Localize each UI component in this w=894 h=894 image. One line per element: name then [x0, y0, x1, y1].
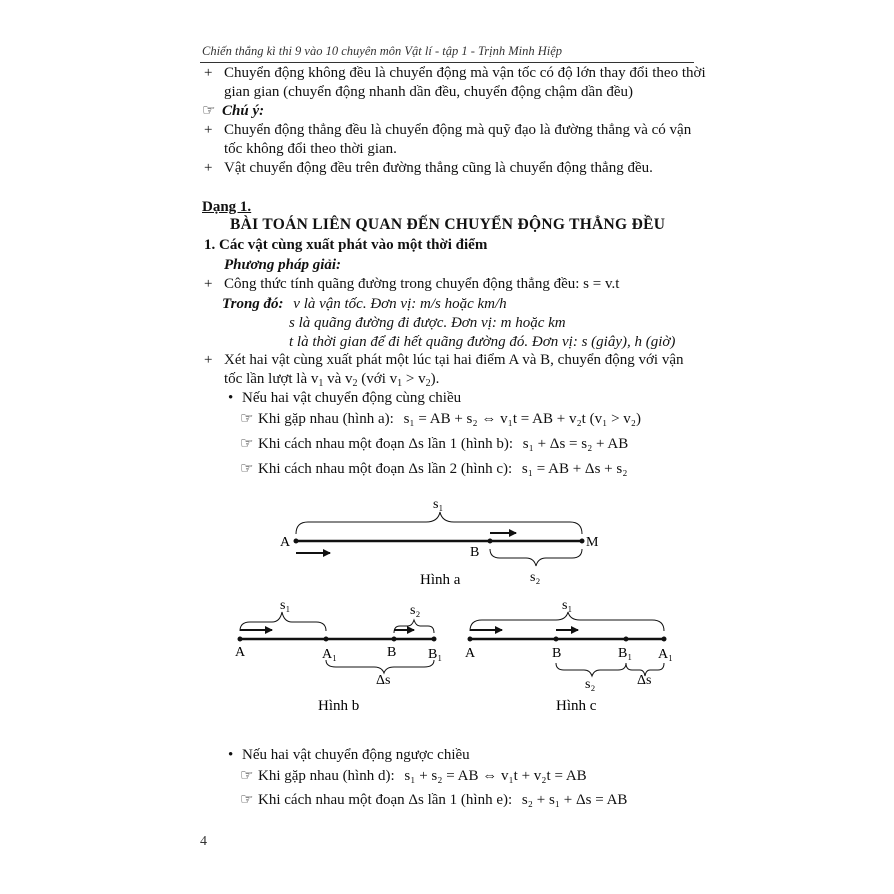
brace-s1 [240, 612, 326, 631]
pointing-hand-icon: ☞ [240, 436, 254, 452]
case-b-text: Khi cách nhau một đoạn Δs lần 1 (hình b): [258, 436, 514, 452]
case-d-formula: s₁ + s₂ = AB ⇔ v₁t + v₂t = AB [404, 768, 587, 784]
brace-s1 [296, 512, 582, 534]
case-d-line [240, 767, 587, 786]
caption-c: Hình c [556, 698, 597, 714]
figure-b [235, 598, 442, 714]
point-B [554, 637, 559, 642]
case-c-formula: s₁ = AB + Δs + s₂ [521, 461, 628, 477]
pointing-hand-icon: ☞ [240, 411, 254, 427]
point-A1 [662, 637, 667, 642]
label-A1: A₁ [322, 647, 337, 662]
sub-2: 2 [352, 378, 358, 389]
plus-marker: + [204, 160, 213, 176]
label-B: B [470, 545, 480, 560]
text-frag: và v [323, 371, 353, 387]
label-A1: A₁ [658, 647, 673, 662]
same-direction-text: Nếu hai vật chuyển động cùng chiều [242, 390, 462, 406]
subsection-title: 1. Các vật cùng xuất phát vào một thời điểm [204, 237, 488, 253]
case-c-text: Khi cách nhau một đoạn Δs lần 2 (hình c): [258, 461, 513, 477]
bullet-text: Vật chuyển động đều trên đường thẳng cũng là chuyển động thẳng đều. [224, 160, 653, 176]
label-s2: s₂ [585, 677, 596, 692]
label-A: A [235, 645, 246, 660]
caption-b: Hình b [318, 698, 360, 714]
point-B [392, 637, 397, 642]
label-ds: Δs [376, 673, 391, 688]
pointing-hand-icon: ☞ [240, 768, 254, 784]
label-B1: B₁ [618, 646, 633, 661]
brace-s2 [490, 549, 582, 566]
point-A [294, 539, 299, 544]
opposite-direction-line [228, 746, 470, 765]
where-v: v là vận tốc. Đơn vị: m/s hoặc km/h [293, 296, 507, 312]
case-e-line [240, 791, 627, 810]
point-A [238, 637, 243, 642]
bullet-uniform-cont: tốc không đổi theo thời gian. [224, 141, 397, 157]
case-d-text: Khi gặp nhau (hình d): [258, 768, 395, 784]
running-header: Chiến thắng kì thi 9 vào 10 chuyên môn Vật lí - tập 1 - Trịnh Minh Hiệp [202, 44, 563, 58]
label-B: B [552, 646, 562, 661]
plus-marker: + [204, 122, 213, 138]
sub-2: 2 [425, 378, 431, 389]
case-b-formula: s₁ + Δs = s₂ + AB [522, 436, 629, 452]
label-s1: s₁ [433, 497, 444, 512]
pointing-hand-icon: ☞ [240, 461, 254, 477]
brace-s1 [470, 612, 664, 631]
label-B: B [387, 645, 397, 660]
sub-1: 1 [397, 378, 403, 389]
where-s: s là quãng đường đi được. Đơn vị: m hoặc km [289, 315, 566, 331]
pointing-hand-icon: ☞ [240, 792, 254, 808]
case-e-text: Khi cách nhau một đoạn Δs lần 1 (hình e): [258, 792, 513, 808]
bullet-dot-icon: • [228, 390, 234, 406]
bullet-dot-icon: • [228, 747, 234, 763]
page-number: 4 [200, 834, 207, 849]
where-label: Trong đó: [222, 296, 284, 312]
text-frag: ). [430, 371, 440, 387]
method-label: Phương pháp giải: [224, 257, 342, 273]
brace-ds [326, 660, 434, 673]
point-B [488, 539, 493, 544]
label-B1: B₁ [428, 647, 443, 662]
label-s1: s₁ [280, 598, 291, 613]
label-ds: Δs [637, 673, 652, 688]
brace-s2 [556, 663, 626, 676]
formula-text: Công thức tính quãng đường trong chuyển động thẳng đều: s = v.t [224, 276, 620, 292]
text-frag: tốc lần lượt là v [224, 371, 319, 387]
text-frag: (với v [357, 371, 398, 387]
two-objects-text: Xét hai vật cùng xuất phát một lúc tại hai điểm A và B, chuyển động với vận [224, 352, 684, 368]
point-A1 [324, 637, 329, 642]
bullet-text: Chuyển động thẳng đều là chuyển động mà quỹ đạo là đường thẳng và có vận [224, 122, 692, 138]
opposite-direction-text: Nếu hai vật chuyển động ngược chiều [242, 747, 470, 763]
caption-a: Hình a [420, 572, 461, 588]
label-A: A [465, 646, 476, 661]
text-frag: > v [402, 371, 426, 387]
sub-1: 1 [318, 378, 324, 389]
point-A [468, 637, 473, 642]
pointing-hand-icon: ☞ [202, 103, 216, 119]
case-e-formula: s₂ + s₁ + Δs = AB [521, 792, 628, 808]
brace-s2 [394, 620, 434, 633]
figure-a [280, 497, 599, 588]
label-A: A [280, 535, 291, 550]
case-a-text: Khi gặp nhau (hình a): [258, 411, 394, 427]
note-label: Chú ý: [222, 103, 265, 119]
plus-marker: + [204, 352, 213, 368]
section-title: BÀI TOÁN LIÊN QUAN ĐẾN CHUYỂN ĐỘNG THẲNG ĐỀU [230, 216, 666, 233]
bullet-nonuniform-cont: gian gian (chuyển động nhanh dần đều, chuyển động chậm dần đều) [224, 84, 634, 100]
point-M [580, 539, 585, 544]
label-s2: s₂ [410, 603, 421, 618]
label-s1: s₁ [562, 598, 573, 613]
figure-c [465, 598, 673, 714]
label-s2: s₂ [530, 570, 541, 585]
case-a-formula: s₁ = AB + s₂ ⇔ v₁t = AB + v₂t (v₁ > v₂) [403, 411, 642, 427]
label-M: M [586, 535, 599, 550]
point-B1 [432, 637, 437, 642]
where-t: t là thời gian để đi hết quãng đường đó. Đơn vị: s (giây), h (giờ) [289, 334, 676, 350]
plus-marker: + [204, 65, 213, 81]
point-B1 [624, 637, 629, 642]
bullet-text: Chuyển động không đều là chuyển động mà vận tốc có độ lớn thay đổi theo thời [224, 65, 706, 81]
section-label: Dạng 1. [202, 199, 252, 215]
plus-marker: + [204, 276, 213, 292]
